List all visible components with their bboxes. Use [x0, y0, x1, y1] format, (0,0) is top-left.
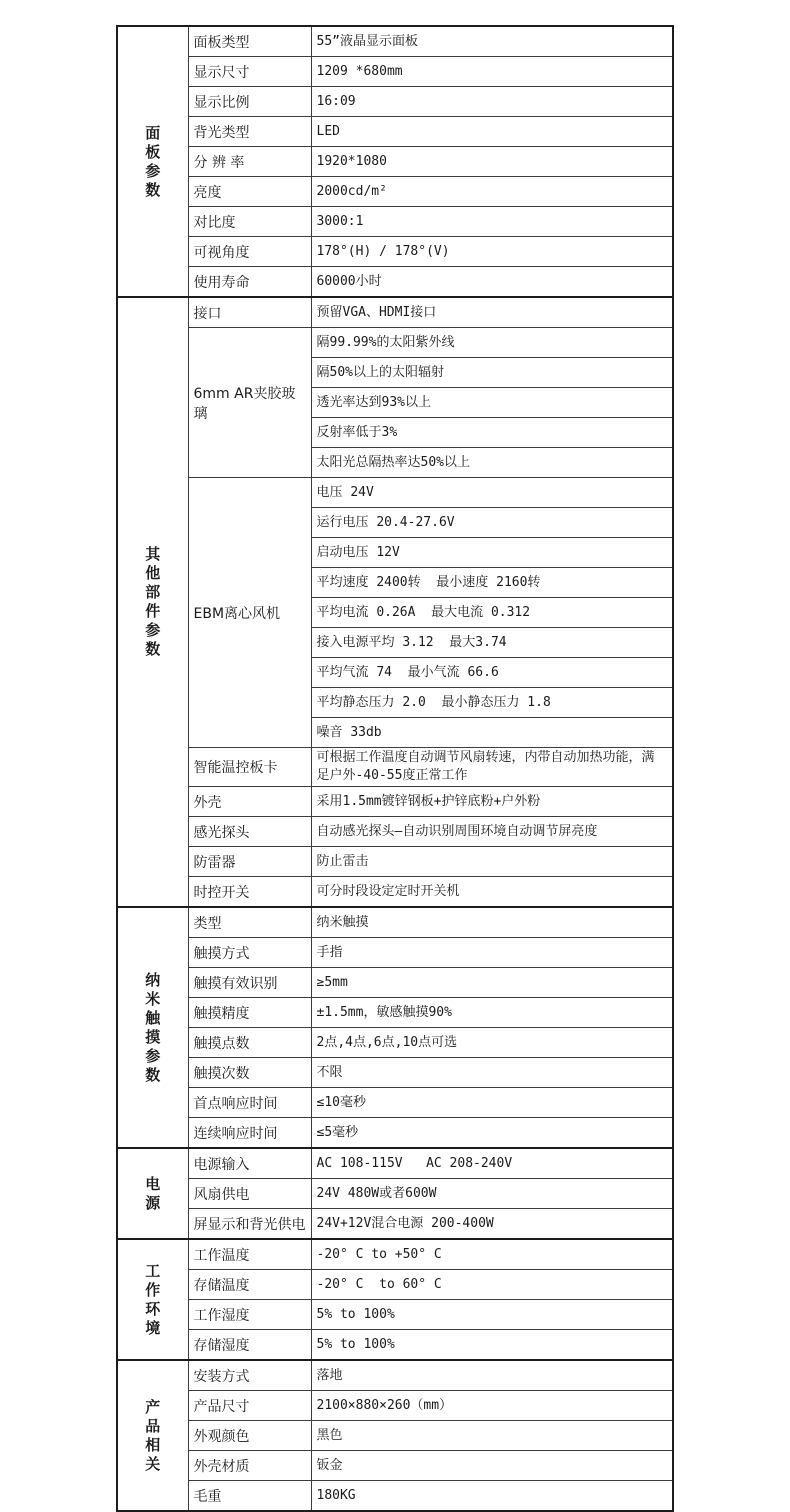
- category-cell: [117, 297, 188, 907]
- param-cell: EBM离心风机: [188, 478, 311, 748]
- table-row: [117, 1360, 673, 1391]
- table-row: [117, 177, 673, 207]
- spec-table-body: [117, 26, 673, 1511]
- param-cell: 显示尺寸: [188, 57, 311, 87]
- table-row: [117, 1300, 673, 1330]
- param-cell: 可视角度: [188, 237, 311, 267]
- value-cell: 180KG: [311, 1481, 673, 1512]
- table-row: [117, 998, 673, 1028]
- category-label: 电源: [145, 1174, 161, 1212]
- table-row: [117, 1058, 673, 1088]
- table-row: [117, 1088, 673, 1118]
- category-cell: [117, 1360, 188, 1511]
- category-label: 纳米触摸参数: [145, 970, 161, 1084]
- param-cell: 时控开关: [188, 877, 311, 908]
- value-cell: 不限: [311, 1058, 673, 1088]
- category-cell: [117, 1239, 188, 1360]
- value-cell: 透光率达到93%以上: [311, 388, 673, 418]
- table-row: [117, 847, 673, 877]
- param-cell: 外观颜色: [188, 1421, 311, 1451]
- table-row: [117, 478, 673, 508]
- param-cell: 触摸有效识别: [188, 968, 311, 998]
- param-cell: 毛重: [188, 1481, 311, 1512]
- value-cell: 平均电流 0.26A 最大电流 0.312: [311, 598, 673, 628]
- value-cell: 噪音 33db: [311, 718, 673, 748]
- value-cell: 隔50%以上的太阳辐射: [311, 358, 673, 388]
- param-cell: 存储温度: [188, 1270, 311, 1300]
- value-cell: 平均速度 2400转 最小速度 2160转: [311, 568, 673, 598]
- value-cell: 2点,4点,6点,10点可选: [311, 1028, 673, 1058]
- value-cell: 2000cd/m²: [311, 177, 673, 207]
- value-cell: 电压 24V: [311, 478, 673, 508]
- param-cell: 对比度: [188, 207, 311, 237]
- param-cell: 感光探头: [188, 817, 311, 847]
- category-label: 面板参数: [145, 123, 161, 199]
- value-cell: 钣金: [311, 1451, 673, 1481]
- table-row: [117, 147, 673, 177]
- value-cell: 运行电压 20.4-27.6V: [311, 508, 673, 538]
- param-cell: 防雷器: [188, 847, 311, 877]
- value-cell: ±1.5mm，敏感触摸90%: [311, 998, 673, 1028]
- param-cell: 面板类型: [188, 26, 311, 57]
- value-cell: 1209 *680mm: [311, 57, 673, 87]
- table-row: [117, 117, 673, 147]
- value-cell: 接入电源平均 3.12 最大3.74: [311, 628, 673, 658]
- table-row: [117, 1179, 673, 1209]
- table-row: [117, 1330, 673, 1361]
- param-cell: 亮度: [188, 177, 311, 207]
- category-label: 工作环境: [145, 1261, 161, 1337]
- value-cell: 60000小时: [311, 267, 673, 298]
- spec-table: [116, 25, 674, 1512]
- table-row: [117, 1270, 673, 1300]
- table-row: [117, 1391, 673, 1421]
- table-row: [117, 1239, 673, 1270]
- table-row: [117, 938, 673, 968]
- param-cell: 工作温度: [188, 1239, 311, 1270]
- value-cell: 太阳光总隔热率达50%以上: [311, 448, 673, 478]
- value-cell: 2100×880×260（mm）: [311, 1391, 673, 1421]
- category-label: 产品相关: [145, 1397, 161, 1473]
- table-row: [117, 907, 673, 938]
- value-cell: 178°(H) / 178°(V): [311, 237, 673, 267]
- param-cell: 背光类型: [188, 117, 311, 147]
- table-row: [117, 1451, 673, 1481]
- param-cell: 外壳: [188, 787, 311, 817]
- value-cell: 自动感光探头—自动识别周围环境自动调节屏亮度: [311, 817, 673, 847]
- table-row: [117, 328, 673, 358]
- value-cell: 1920*1080: [311, 147, 673, 177]
- category-cell: [117, 907, 188, 1148]
- value-cell: ≤5毫秒: [311, 1118, 673, 1149]
- table-row: [117, 787, 673, 817]
- value-cell: 24V+12V混合电源 200-400W: [311, 1209, 673, 1240]
- param-cell: 智能温控板卡: [188, 748, 311, 787]
- param-cell: 首点响应时间: [188, 1088, 311, 1118]
- value-cell: 可根据工作温度自动调节风扇转速，内带自动加热功能，满足户外-40-55度正常工作: [311, 748, 673, 787]
- value-cell: ≤10毫秒: [311, 1088, 673, 1118]
- table-row: [117, 877, 673, 908]
- category-cell: [117, 1148, 188, 1239]
- table-row: [117, 748, 673, 787]
- table-row: [117, 207, 673, 237]
- value-cell: 16:09: [311, 87, 673, 117]
- value-cell: 可分时段设定定时开关机: [311, 877, 673, 908]
- param-cell: 外壳材质: [188, 1451, 311, 1481]
- value-cell: 防止雷击: [311, 847, 673, 877]
- value-cell: -20° C to +50° C: [311, 1239, 673, 1270]
- table-row: [117, 87, 673, 117]
- value-cell: LED: [311, 117, 673, 147]
- table-row: [117, 1028, 673, 1058]
- value-cell: -20° C to 60° C: [311, 1270, 673, 1300]
- table-row: [117, 1209, 673, 1240]
- table-row: [117, 968, 673, 998]
- param-cell: 6mm AR夹胶玻璃: [188, 328, 311, 478]
- value-cell: 平均静态压力 2.0 最小静态压力 1.8: [311, 688, 673, 718]
- value-cell: 采用1.5mm镀锌钢板+护锌底粉+户外粉: [311, 787, 673, 817]
- param-cell: 显示比例: [188, 87, 311, 117]
- param-cell: 屏显示和背光供电: [188, 1209, 311, 1240]
- value-cell: AC 108-115V AC 208-240V: [311, 1148, 673, 1179]
- value-cell: 反射率低于3%: [311, 418, 673, 448]
- table-row: [117, 817, 673, 847]
- value-cell: 隔99.99%的太阳紫外线: [311, 328, 673, 358]
- value-cell: 启动电压 12V: [311, 538, 673, 568]
- table-row: [117, 1481, 673, 1512]
- param-cell: 连续响应时间: [188, 1118, 311, 1149]
- table-row: [117, 57, 673, 87]
- value-cell: 3000:1: [311, 207, 673, 237]
- table-row: [117, 1118, 673, 1149]
- param-cell: 电源输入: [188, 1148, 311, 1179]
- category-label: 其他部件参数: [145, 545, 161, 658]
- param-cell: 工作湿度: [188, 1300, 311, 1330]
- param-cell: 触摸点数: [188, 1028, 311, 1058]
- value-cell: 平均气流 74 最小气流 66.6: [311, 658, 673, 688]
- table-row: [117, 297, 673, 328]
- table-row: [117, 1421, 673, 1451]
- param-cell: 类型: [188, 907, 311, 938]
- value-cell: 预留VGA、HDMI接口: [311, 297, 673, 328]
- value-cell: 黑色: [311, 1421, 673, 1451]
- table-row: [117, 26, 673, 57]
- param-cell: 使用寿命: [188, 267, 311, 298]
- value-cell: 5% to 100%: [311, 1330, 673, 1361]
- param-cell: 接口: [188, 297, 311, 328]
- value-cell: 5% to 100%: [311, 1300, 673, 1330]
- table-row: [117, 1148, 673, 1179]
- value-cell: ≥5mm: [311, 968, 673, 998]
- param-cell: 安装方式: [188, 1360, 311, 1391]
- value-cell: 手指: [311, 938, 673, 968]
- value-cell: 纳米触摸: [311, 907, 673, 938]
- param-cell: 产品尺寸: [188, 1391, 311, 1421]
- param-cell: 触摸精度: [188, 998, 311, 1028]
- param-cell: 风扇供电: [188, 1179, 311, 1209]
- param-cell: 触摸方式: [188, 938, 311, 968]
- category-cell: [117, 26, 188, 297]
- value-cell: 55”液晶显示面板: [311, 26, 673, 57]
- value-cell: 24V 480W或者600W: [311, 1179, 673, 1209]
- param-cell: 触摸次数: [188, 1058, 311, 1088]
- table-row: [117, 267, 673, 298]
- value-cell: 落地: [311, 1360, 673, 1391]
- param-cell: 存储湿度: [188, 1330, 311, 1361]
- table-row: [117, 237, 673, 267]
- param-cell: 分 辨 率: [188, 147, 311, 177]
